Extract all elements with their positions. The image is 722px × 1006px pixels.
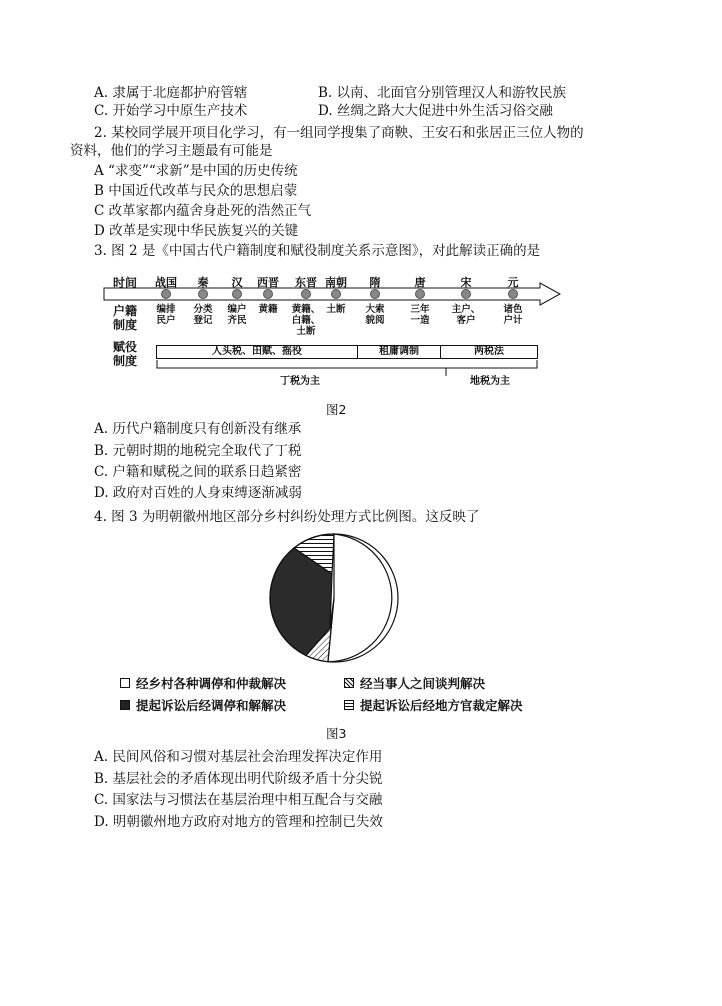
fuyi-label-1: 赋役	[113, 340, 138, 354]
era-song: 宋	[460, 276, 472, 289]
q2-option-d: D 改革是实现中华民族复兴的关键	[94, 223, 299, 239]
ding-tax-label: 丁税为主	[280, 376, 320, 387]
legend-swatch-diagonal	[344, 678, 354, 688]
system-dongjin: 黄籍、 白籍、 土断	[291, 304, 321, 337]
timeline-dot	[508, 289, 518, 299]
timeline-dot	[232, 289, 242, 299]
figure-3-caption: 图3	[326, 726, 347, 741]
q2-option-b: B 中国近代改革与民众的思想启蒙	[94, 183, 298, 199]
timeline-dot	[461, 289, 471, 299]
legend-swatch-white	[120, 678, 130, 688]
huji-label-1: 户籍	[113, 304, 138, 318]
q1-option-d: D. 丝绸之路大大促进中外生活习俗交融	[318, 103, 553, 119]
q1-option-c: C. 开始学习中原生产技术	[94, 103, 248, 119]
timeline-dot	[161, 289, 171, 299]
system-song: 主户、 客户	[451, 304, 481, 326]
time-label: 时间	[113, 276, 138, 290]
q4-option-b: B. 基层社会的矛盾体现出明代阶级矛盾十分尖锐	[94, 771, 383, 787]
q2-stem-line1: 2. 某校同学展开项目化学习，有一组同学搜集了商鞅、王安石和张居正三位人物的	[94, 125, 584, 141]
system-tang: 三年 一造	[410, 304, 430, 326]
system-zhanguo: 编排 民户	[156, 304, 176, 326]
di-tax-label: 地税为主	[470, 376, 510, 387]
timeline-dot	[370, 289, 380, 299]
system-qin: 分类 登记	[193, 304, 213, 326]
legend-negotiation: 经当事人之间谈判解决	[344, 674, 485, 692]
system-yuan: 诸色 户计	[503, 304, 523, 326]
q3-option-b: B. 元朝时期的地税完全取代了丁税	[94, 443, 302, 459]
timeline-dot	[301, 289, 311, 299]
q2-stem-line2: 资料，他们的学习主题最有可能是	[70, 143, 273, 159]
era-han: 汉	[231, 276, 243, 289]
huji-label-2: 制度	[113, 318, 138, 332]
tax-box-zuyongdiao: 租庸调制	[357, 345, 441, 359]
q2-option-a: A “求变”“求新”是中国的历史传统	[94, 163, 298, 179]
era-xijin: 西晋	[257, 276, 279, 289]
legend-official-ruling: 提起诉讼后经地方官裁定解决	[344, 696, 523, 714]
q4-stem: 4. 图 3 为明朝徽州地区部分乡村纠纷处理方式比例图。这反映了	[94, 509, 480, 525]
timeline-dot	[331, 289, 341, 299]
tax-box-liangshuifa: 两税法	[440, 345, 538, 359]
figure-2-timeline	[100, 270, 570, 400]
era-qin: 秦	[197, 276, 209, 289]
era-dongjin: 东晋	[295, 276, 317, 289]
q4-option-d: D. 明朝徽州地方政府对地方的管理和控制已失效	[94, 814, 383, 830]
timeline-dot	[263, 289, 273, 299]
q4-option-a: A. 民间风俗和习惯对基层社会治理发挥决定作用	[94, 749, 383, 765]
system-han: 编户 齐民	[227, 304, 247, 326]
era-zhanguo: 战国	[155, 276, 177, 289]
q4-option-c: C. 国家法与习惯法在基层治理中相互配合与交融	[94, 792, 383, 808]
legend-swatch-horizontal	[344, 700, 354, 710]
q1-option-b: B. 以南、北面官分别管理汉人和游牧民族	[318, 85, 567, 101]
legend-swatch-black	[120, 700, 130, 710]
era-tang: 唐	[414, 276, 426, 289]
pie-slice-village-mediation	[328, 534, 392, 662]
q3-option-d: D. 政府对百姓的人身束缚逐渐减弱	[94, 485, 302, 501]
system-nanchao: 土断	[326, 304, 346, 315]
timeline-dot	[415, 289, 425, 299]
q1-option-a: A. 隶属于北庭都护府管辖	[94, 85, 248, 101]
era-nanchao: 南朝	[325, 276, 347, 289]
fuyi-label-2: 制度	[113, 354, 138, 368]
timeline-dot	[198, 289, 208, 299]
era-sui: 隋	[369, 276, 381, 289]
legend-village-mediation: 经乡村各种调停和仲裁解决	[120, 674, 286, 692]
q3-option-c: C. 户籍和赋税之间的联系日趋紧密	[94, 464, 302, 480]
era-yuan: 元	[507, 276, 519, 289]
q3-option-a: A. 历代户籍制度只有创新没有继承	[94, 421, 302, 437]
figure-3-pie-chart	[260, 530, 410, 670]
system-sui: 大索 貌阅	[365, 304, 385, 326]
system-xijin: 黄籍	[258, 304, 278, 315]
tax-box-touzhuishui: 人头税、田赋、摇役	[156, 345, 358, 359]
q3-stem: 3. 图 2 是《中国古代户籍制度和赋役制度关系示意图》，对此解读正确的是	[94, 243, 541, 259]
q2-option-c: C 改革家都内蕴舍身赴死的浩然正气	[94, 203, 312, 219]
figure-2-caption: 图2	[326, 402, 347, 417]
legend-litigation-mediation: 提起诉讼后经调停和解解决	[120, 696, 286, 714]
